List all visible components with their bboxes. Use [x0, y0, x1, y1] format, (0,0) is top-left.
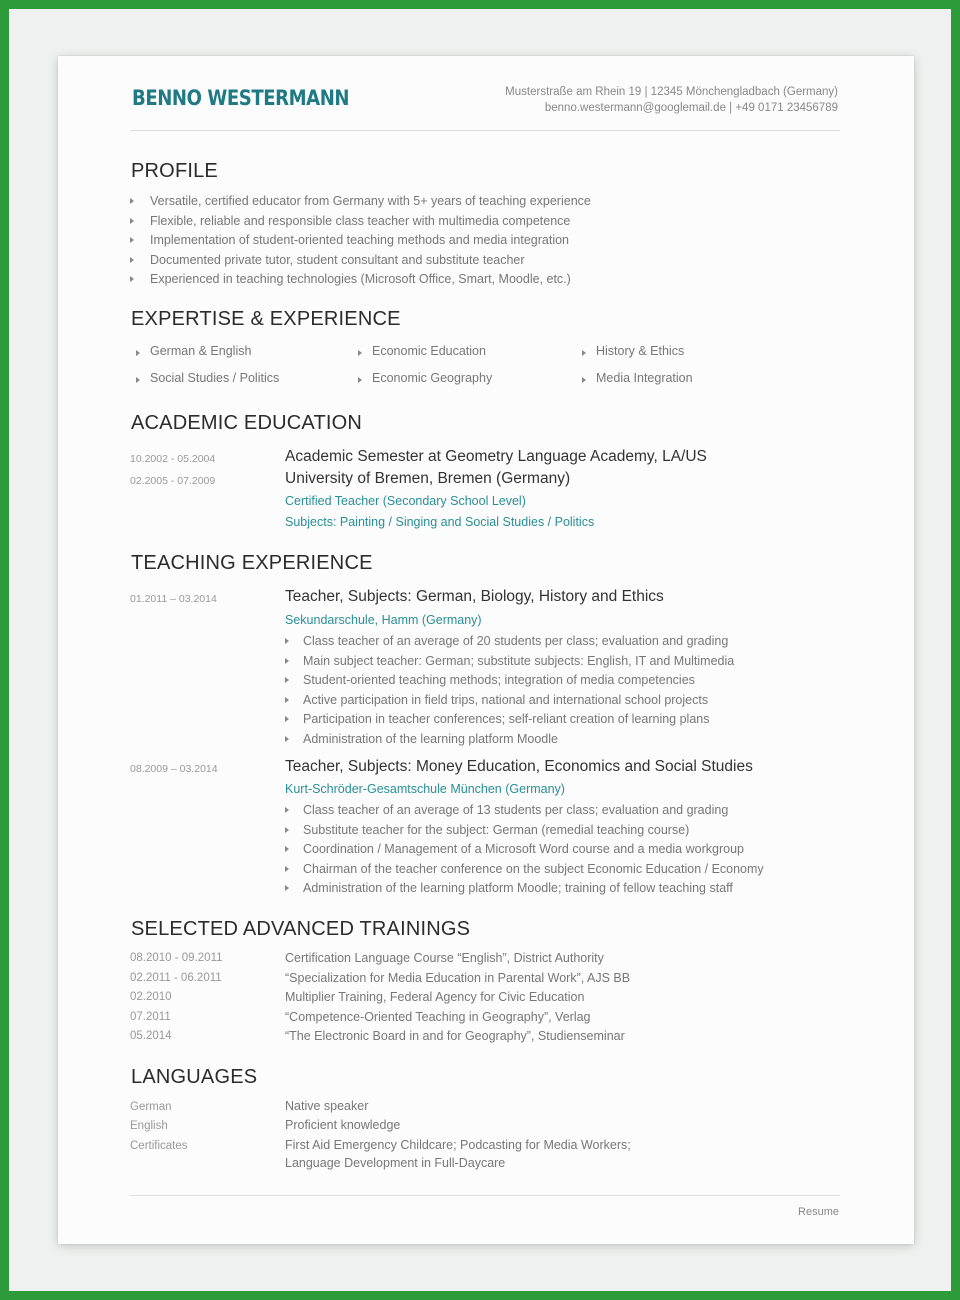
bullet-icon: [285, 885, 289, 891]
list-item: Chairman of the teacher conference on the subject Economic Education / Economy: [285, 860, 764, 880]
training-text: Certification Language Course “English”, District Authority: [285, 951, 604, 965]
list-item: Substitute teacher for the subject: German (remedial teaching course): [285, 821, 764, 841]
job-school: Sekundarschule, Hamm (Germany): [285, 613, 482, 627]
bullet-icon: [130, 257, 134, 263]
teaching-heading: TEACHING EXPERIENCE: [131, 552, 373, 574]
bullet-icon: [285, 658, 289, 664]
bullet-icon: [285, 866, 289, 872]
training-date: 08.2010 - 09.2011: [130, 952, 223, 964]
training-text: “Specialization for Media Education in Parental Work”, AJS BB: [285, 971, 631, 985]
language-value: First Aid Emergency Childcare; Podcasting for Media Workers;: [285, 1138, 631, 1152]
training-date: 05.2014: [130, 1030, 172, 1042]
footer-divider: [130, 1195, 840, 1196]
address-line: Musterstraße am Rhein 19 | 12345 Mönchengladbach (Germany): [505, 86, 838, 98]
bullet-icon: [358, 377, 362, 383]
expertise-item: Economic Education: [358, 344, 486, 358]
training-date: 02.2011 - 06.2011: [130, 972, 222, 984]
contact-info: [505, 84, 838, 116]
education-date: 10.2002 - 05.2004: [130, 453, 216, 465]
expertise-item: German & English: [136, 344, 251, 358]
training-text: Multiplier Training, Federal Agency for Civic Education: [285, 990, 585, 1004]
list-item: Administration of the learning platform Moodle; training of fellow teaching staff: [285, 879, 764, 899]
education-date: 02.2005 - 07.2009: [130, 475, 216, 487]
list-item: Versatile, certified educator from Germany with 5+ years of teaching experience: [130, 192, 591, 212]
list-item: Class teacher of an average of 20 students per class; evaluation and grading: [285, 632, 734, 652]
list-item: Participation in teacher conferences; self-reliant creation of learning plans: [285, 710, 734, 730]
footer-label: Resume: [798, 1206, 839, 1218]
job-duties: [285, 801, 764, 899]
job-title: Teacher, Subjects: German, Biology, History and Ethics: [285, 588, 664, 605]
bullet-icon: [136, 350, 140, 356]
bullet-icon: [285, 846, 289, 852]
expertise-heading: EXPERTISE & EXPERIENCE: [131, 308, 401, 330]
list-item: Class teacher of an average of 13 students per class; evaluation and grading: [285, 801, 764, 821]
language-value: Proficient knowledge: [285, 1118, 401, 1132]
profile-list: [130, 192, 591, 290]
education-degree: Certified Teacher (Secondary School Level): [285, 494, 526, 508]
education-title: University of Bremen, Bremen (Germany): [285, 470, 571, 487]
list-item: Documented private tutor, student consultant and substitute teacher: [130, 251, 591, 271]
list-item: Flexible, reliable and responsible class teacher with multimedia competence: [130, 212, 591, 232]
training-date: 02.2010: [130, 991, 172, 1003]
bullet-icon: [582, 350, 586, 356]
language-label: German: [130, 1101, 172, 1113]
language-label: English: [130, 1120, 168, 1132]
bullet-icon: [285, 807, 289, 813]
bullet-icon: [358, 350, 362, 356]
bullet-icon: [130, 198, 134, 204]
job-date: 08.2009 – 03.2014: [130, 763, 218, 775]
profile-heading: PROFILE: [131, 160, 218, 182]
list-item: Administration of the learning platform Moodle: [285, 730, 734, 750]
education-title: Academic Semester at Geometry Language Academy, LA/US: [285, 448, 707, 465]
bullet-icon: [130, 237, 134, 243]
language-label: Certificates: [130, 1140, 188, 1152]
job-school: Kurt-Schröder-Gesamtschule München (Germany): [285, 782, 565, 796]
list-item: Main subject teacher: German; substitute subjects: English, IT and Multimedia: [285, 652, 734, 672]
trainings-heading: SELECTED ADVANCED TRAININGS: [131, 918, 471, 940]
list-item: Active participation in field trips, national and international school projects: [285, 691, 734, 711]
bullet-icon: [285, 697, 289, 703]
expertise-item: Economic Geography: [358, 371, 492, 385]
header-divider: [130, 130, 840, 131]
list-item: Implementation of student-oriented teaching methods and media integration: [130, 231, 591, 251]
language-value: Language Development in Full-Daycare: [285, 1156, 506, 1170]
resume-page: [58, 56, 914, 1244]
training-text: “The Electronic Board in and for Geography”, Studienseminar: [285, 1029, 625, 1043]
bullet-icon: [582, 377, 586, 383]
language-value: Native speaker: [285, 1099, 369, 1113]
expertise-item: History & Ethics: [582, 344, 684, 358]
expertise-item: Media Integration: [582, 371, 693, 385]
list-item: Coordination / Management of a Microsoft Word course and a media workgroup: [285, 840, 764, 860]
email-phone-line: benno.westermann@googlemail.de | +49 0171 23456789: [544, 102, 838, 114]
job-duties: [285, 632, 734, 750]
bullet-icon: [136, 377, 140, 383]
training-date: 07.2011: [130, 1011, 171, 1023]
bullet-icon: [285, 827, 289, 833]
candidate-name: BENNO WESTERMANN: [132, 86, 350, 110]
list-item: Experienced in teaching technologies (Microsoft Office, Smart, Moodle, etc.): [130, 270, 591, 290]
bullet-icon: [130, 276, 134, 282]
bullet-icon: [285, 638, 289, 644]
job-title: Teacher, Subjects: Money Education, Economics and Social Studies: [285, 758, 753, 775]
list-item: Student-oriented teaching methods; integration of media competencies: [285, 671, 734, 691]
education-heading: ACADEMIC EDUCATION: [131, 412, 363, 434]
education-subjects: Subjects: Painting / Singing and Social Studies / Politics: [285, 515, 595, 529]
training-text: “Competence-Oriented Teaching in Geography”, Verlag: [285, 1010, 591, 1024]
bullet-icon: [130, 218, 134, 224]
bullet-icon: [285, 716, 289, 722]
bullet-icon: [285, 677, 289, 683]
bullet-icon: [285, 736, 289, 742]
job-date: 01.2011 – 03.2014: [130, 593, 217, 605]
languages-heading: LANGUAGES: [131, 1066, 258, 1088]
expertise-item: Social Studies / Politics: [136, 371, 279, 385]
